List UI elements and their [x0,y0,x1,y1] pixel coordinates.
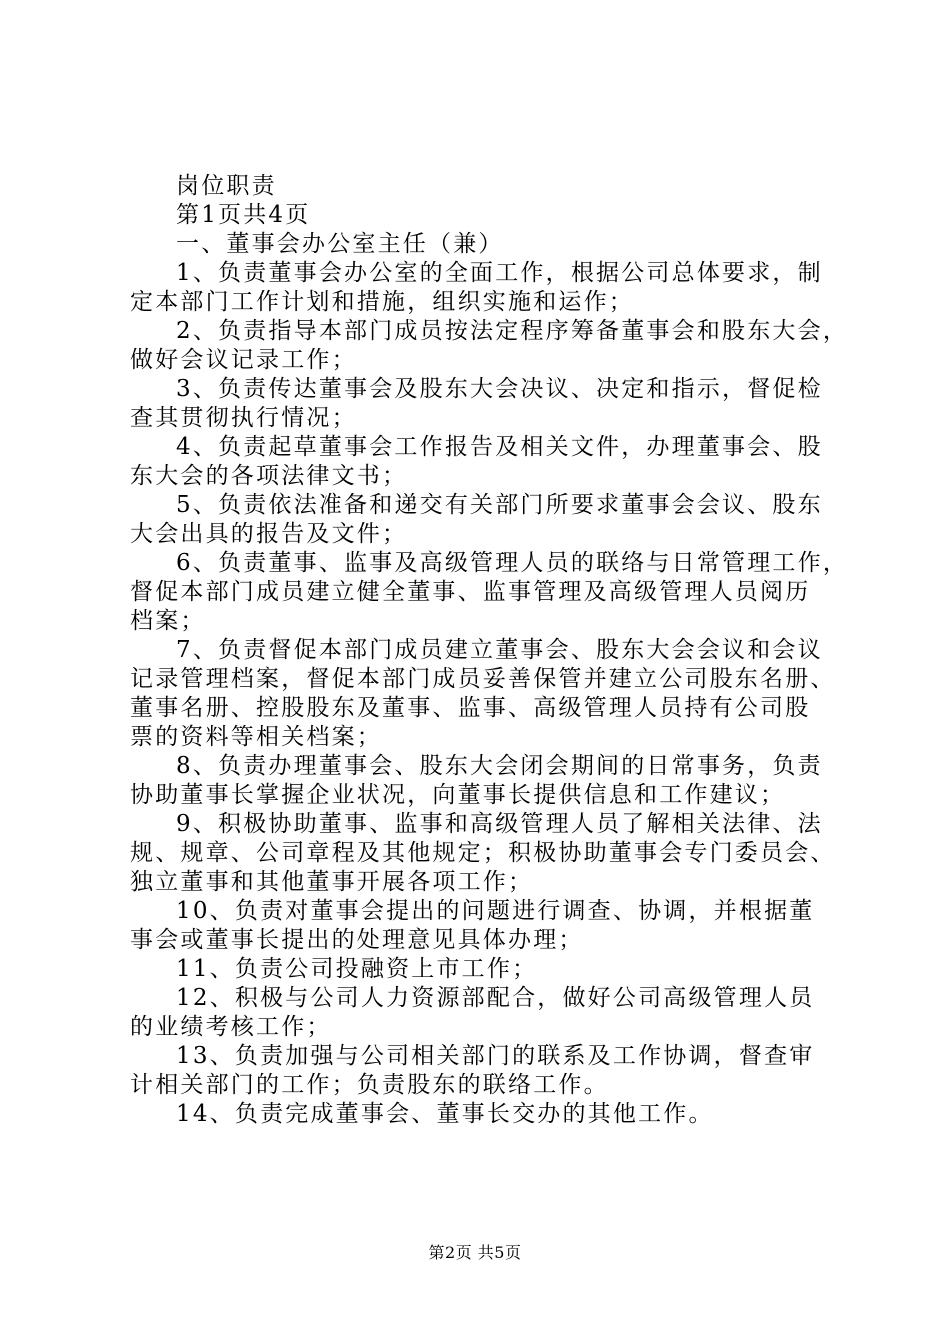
duty-item [130,752,830,810]
document-title: 岗位职责 [176,173,277,199]
document-body [130,172,849,1129]
duty-item-continuation: 督促本部门成员建立健全董事、监事管理及高级管理人员阅历 [130,579,811,605]
duty-item [130,317,849,375]
duty-item-continuation: 计相关部门的工作；负责股东的联络工作。 [130,1072,609,1098]
duty-item [130,549,849,636]
duty-list [130,259,849,1129]
duty-item-line: 4、负责起草董事会工作报告及相关文件，办理董事会、股 [176,434,823,460]
duty-item [130,259,830,317]
duty-item-continuation: 票的资料等相关档案； [130,724,382,750]
duty-item [130,984,830,1042]
duty-item [130,375,830,433]
duty-item-continuation: 查其贯彻执行情况； [130,405,357,431]
duty-item [130,491,830,549]
duty-item-continuation: 事会或董事长提出的处理意见具体办理； [130,927,584,953]
duty-item-line: 12、积极与公司人力资源部配合，做好公司高级管理人员 [176,985,815,1011]
duty-item-continuation: 独立董事和其他董事开展各项工作； [130,869,534,895]
duty-item-line: 1、负责董事会办公室的全面工作，根据公司总体要求，制 [176,260,823,286]
duty-item [130,810,836,897]
page-reference: 第1页共4页 [176,202,311,228]
duty-item-line: 7、负责督促本部门成员建立董事会、股东大会会议和会议 [176,637,823,663]
duty-item-continuation: 定本部门工作计划和措施，组织实施和运作； [130,289,634,315]
duty-item-continuation: 董事名册、控股股东及董事、监事、高级管理人员持有公司股 [130,695,811,721]
duty-item-continuation: 规、规章、公司章程及其他规定；积极协助董事会专门委员会、 [130,840,836,866]
duty-item-line: 14、负责完成董事会、董事长交办的其他工作。 [176,1101,714,1127]
duty-item [130,433,830,491]
duty-item-continuation: 记录管理档案，督促本部门成员妥善保管并建立公司股东名册、 [130,666,836,692]
duty-item-continuation: 档案； [130,608,206,634]
duty-item [130,636,836,752]
duty-item-line: 13、负责加强与公司相关部门的联系及工作协调，督查审 [176,1043,815,1069]
duty-item [130,1042,830,1100]
duty-item-line: 8、负责办理董事会、股东大会闭会期间的日常事务，负责 [176,753,823,779]
duty-item [130,1100,830,1129]
duty-item-line: 5、负责依法准备和递交有关部门所要求董事会会议、股东 [176,492,823,518]
duty-item-line: 9、积极协助董事、监事和高级管理人员了解相关法律、法 [176,811,823,837]
duty-item [130,897,830,955]
duty-item [130,955,830,984]
duty-item-continuation: 协助董事长掌握企业状况，向董事长提供信息和工作建议； [130,782,786,808]
duty-item-line: 11、负责公司投融资上市工作； [176,956,538,982]
duty-item-continuation: 的业绩考核工作； [130,1014,332,1040]
page-footer: 第2页 共5页 [428,1243,522,1262]
duty-item-line: 3、负责传达董事会及股东大会决议、决定和指示，督促检 [176,376,823,402]
duty-item-continuation: 做好会议记录工作； [130,347,357,373]
duty-item-line: 10、负责对董事会提出的问题进行调查、协调，并根据董 [176,898,815,924]
duty-item-line: 2、负责指导本部门成员按法定程序筹备董事会和股东大会， [176,318,849,344]
duty-item-line: 6、负责董事、监事及高级管理人员的联络与日常管理工作， [176,550,849,576]
duty-item-continuation: 东大会的各项法律文书； [130,463,408,489]
duty-item-continuation: 大会出具的报告及文件； [130,521,408,547]
section-heading: 一、董事会办公室主任（兼） [176,231,504,257]
